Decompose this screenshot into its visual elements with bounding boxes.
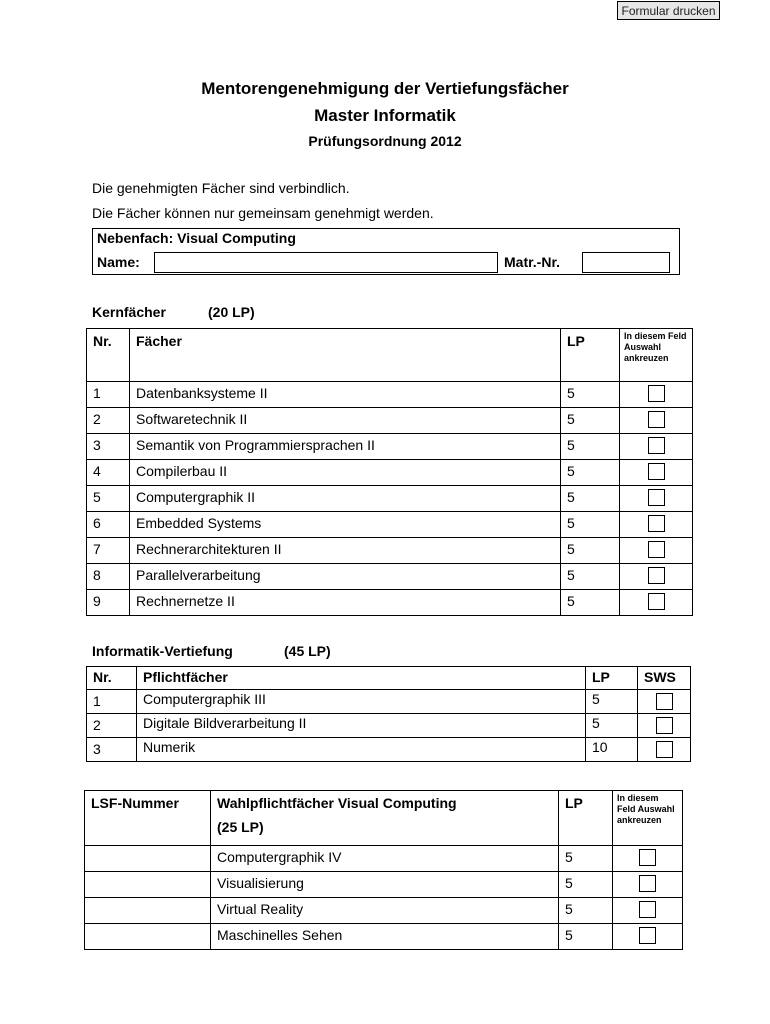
page-subtitle: Master Informatik — [314, 106, 456, 125]
kern-checkbox[interactable] — [648, 489, 665, 506]
print-form-button[interactable]: Formular drucken — [617, 1, 720, 20]
table-row — [87, 512, 693, 538]
vert-nr: 1 — [87, 690, 137, 714]
kern-lp: 5 — [561, 382, 620, 408]
table-row — [87, 738, 691, 762]
exam-regulation: Prüfungsordnung 2012 — [308, 133, 462, 149]
wahl-lp: 5 — [559, 846, 613, 872]
wahl-header-name-line1: Wahlpflichtfächer Visual Computing — [217, 795, 457, 811]
matr-label: Matr.-Nr. — [504, 254, 561, 270]
vert-lp: (45 LP) — [284, 643, 331, 659]
vert-subject: Digitale Bildverarbeitung II — [137, 714, 586, 738]
wahl-lsf-input[interactable] — [85, 872, 211, 898]
kern-checkbox[interactable] — [648, 567, 665, 584]
wahl-header-lp: LP — [559, 791, 613, 846]
kern-nr: 2 — [87, 408, 130, 434]
kern-checkbox-cell — [620, 382, 693, 408]
intro-line-2: Die Fächer können nur gemeinsam genehmigt werden. — [92, 205, 434, 221]
wahl-checkbox[interactable] — [639, 901, 656, 918]
kern-subject: Datenbanksysteme II — [130, 382, 561, 408]
vert-sws-checkbox-cell — [638, 690, 691, 714]
kern-nr: 8 — [87, 564, 130, 590]
kern-subject: Softwaretechnik II — [130, 408, 561, 434]
table-row — [87, 382, 693, 408]
kern-checkbox[interactable] — [648, 385, 665, 402]
kern-checkbox[interactable] — [648, 463, 665, 480]
vert-sws-checkbox[interactable] — [656, 693, 673, 710]
kern-nr: 6 — [87, 512, 130, 538]
wahl-subject: Visualisierung — [211, 872, 559, 898]
vert-heading: Informatik-Vertiefung — [92, 643, 233, 659]
table-row — [87, 460, 693, 486]
vert-subject: Numerik — [137, 738, 586, 762]
table-row — [85, 898, 683, 924]
vert-nr: 3 — [87, 738, 137, 762]
page-title: Mentorengenehmigung der Vertiefungsfächer — [201, 79, 569, 98]
kern-lp: 5 — [561, 408, 620, 434]
vert-header-nr: Nr. — [87, 667, 137, 690]
wahl-checkbox-cell — [613, 872, 683, 898]
kern-lp: 5 — [561, 564, 620, 590]
table-row — [87, 408, 693, 434]
kern-lp: 5 — [561, 590, 620, 616]
wahl-checkbox-cell — [613, 924, 683, 950]
kern-checkbox[interactable] — [648, 541, 665, 558]
wahl-lsf-input[interactable] — [85, 924, 211, 950]
kern-subject: Embedded Systems — [130, 512, 561, 538]
wahl-subject: Computergraphik IV — [211, 846, 559, 872]
vert-lp: 10 — [586, 738, 638, 762]
table-row — [87, 434, 693, 460]
vert-header-faecher: Pflichtfächer — [137, 667, 586, 690]
wahl-checkbox-cell — [613, 846, 683, 872]
kern-header-nr: Nr. — [87, 329, 130, 382]
vert-nr: 2 — [87, 714, 137, 738]
kern-lp: 5 — [561, 512, 620, 538]
wahl-lp: 5 — [559, 924, 613, 950]
kern-checkbox-cell — [620, 486, 693, 512]
student-info-box — [92, 228, 680, 275]
kern-subject: Semantik von Programmiersprachen II — [130, 434, 561, 460]
wahl-checkbox[interactable] — [639, 849, 656, 866]
kern-lp: 5 — [561, 486, 620, 512]
wahl-table — [84, 790, 683, 950]
kern-lp: 5 — [561, 460, 620, 486]
kern-subject: Compilerbau II — [130, 460, 561, 486]
vert-header-sws: SWS — [638, 667, 691, 690]
vert-sws-checkbox[interactable] — [656, 741, 673, 758]
kern-checkbox-cell — [620, 512, 693, 538]
kern-subject: Parallelverarbeitung — [130, 564, 561, 590]
kern-checkbox[interactable] — [648, 515, 665, 532]
kern-lp: 5 — [561, 434, 620, 460]
kern-lp: (20 LP) — [208, 304, 255, 320]
table-row — [85, 872, 683, 898]
nebenfach-label: Nebenfach: Visual Computing — [97, 230, 296, 246]
table-row — [87, 690, 691, 714]
kern-nr: 4 — [87, 460, 130, 486]
wahl-checkbox-cell — [613, 898, 683, 924]
vert-sws-checkbox-cell — [638, 714, 691, 738]
vert-lp: 5 — [586, 690, 638, 714]
vert-sws-checkbox-cell — [638, 738, 691, 762]
wahl-header-lsf: LSF-Nummer — [85, 791, 211, 846]
kern-header-lp: LP — [561, 329, 620, 382]
table-row — [87, 538, 693, 564]
kern-nr: 7 — [87, 538, 130, 564]
table-row — [87, 714, 691, 738]
kern-checkbox-cell — [620, 538, 693, 564]
wahl-checkbox[interactable] — [639, 875, 656, 892]
kern-checkbox[interactable] — [648, 437, 665, 454]
wahl-lp: 5 — [559, 898, 613, 924]
vert-lp: 5 — [586, 714, 638, 738]
kern-checkbox[interactable] — [648, 411, 665, 428]
wahl-header-check: In diesem Feld Auswahl ankreuzen — [613, 791, 683, 846]
matr-input[interactable] — [582, 252, 670, 273]
kern-subject: Rechnernetze II — [130, 590, 561, 616]
wahl-header-name — [211, 791, 559, 846]
intro-line-1: Die genehmigten Fächer sind verbindlich. — [92, 180, 350, 196]
kern-heading: Kernfächer — [92, 304, 166, 320]
wahl-subject: Maschinelles Sehen — [211, 924, 559, 950]
kern-table — [86, 328, 693, 616]
vert-subject: Computergraphik III — [137, 690, 586, 714]
kern-nr: 1 — [87, 382, 130, 408]
name-label: Name: — [97, 254, 140, 270]
wahl-lsf-input[interactable] — [85, 846, 211, 872]
wahl-header-name-line2: (25 LP) — [217, 819, 264, 835]
kern-checkbox-cell — [620, 408, 693, 434]
name-input[interactable] — [154, 252, 498, 273]
vert-header-lp: LP — [586, 667, 638, 690]
wahl-lsf-input[interactable] — [85, 898, 211, 924]
kern-nr: 5 — [87, 486, 130, 512]
kern-subject: Computergraphik II — [130, 486, 561, 512]
table-row — [85, 924, 683, 950]
wahl-checkbox[interactable] — [639, 927, 656, 944]
kern-lp: 5 — [561, 538, 620, 564]
vert-sws-checkbox[interactable] — [656, 717, 673, 734]
table-row — [85, 846, 683, 872]
kern-nr: 9 — [87, 590, 130, 616]
wahl-lp: 5 — [559, 872, 613, 898]
kern-checkbox-cell — [620, 564, 693, 590]
kern-checkbox-cell — [620, 460, 693, 486]
vert-table — [86, 666, 691, 762]
table-row — [87, 564, 693, 590]
kern-checkbox[interactable] — [648, 593, 665, 610]
kern-header-check: In diesem Feld Auswahl ankreuzen — [620, 329, 693, 382]
kern-checkbox-cell — [620, 590, 693, 616]
kern-header-faecher: Fächer — [130, 329, 561, 382]
kern-nr: 3 — [87, 434, 130, 460]
wahl-subject: Virtual Reality — [211, 898, 559, 924]
table-row — [87, 590, 693, 616]
kern-checkbox-cell — [620, 434, 693, 460]
kern-subject: Rechnerarchitekturen II — [130, 538, 561, 564]
table-row — [87, 486, 693, 512]
